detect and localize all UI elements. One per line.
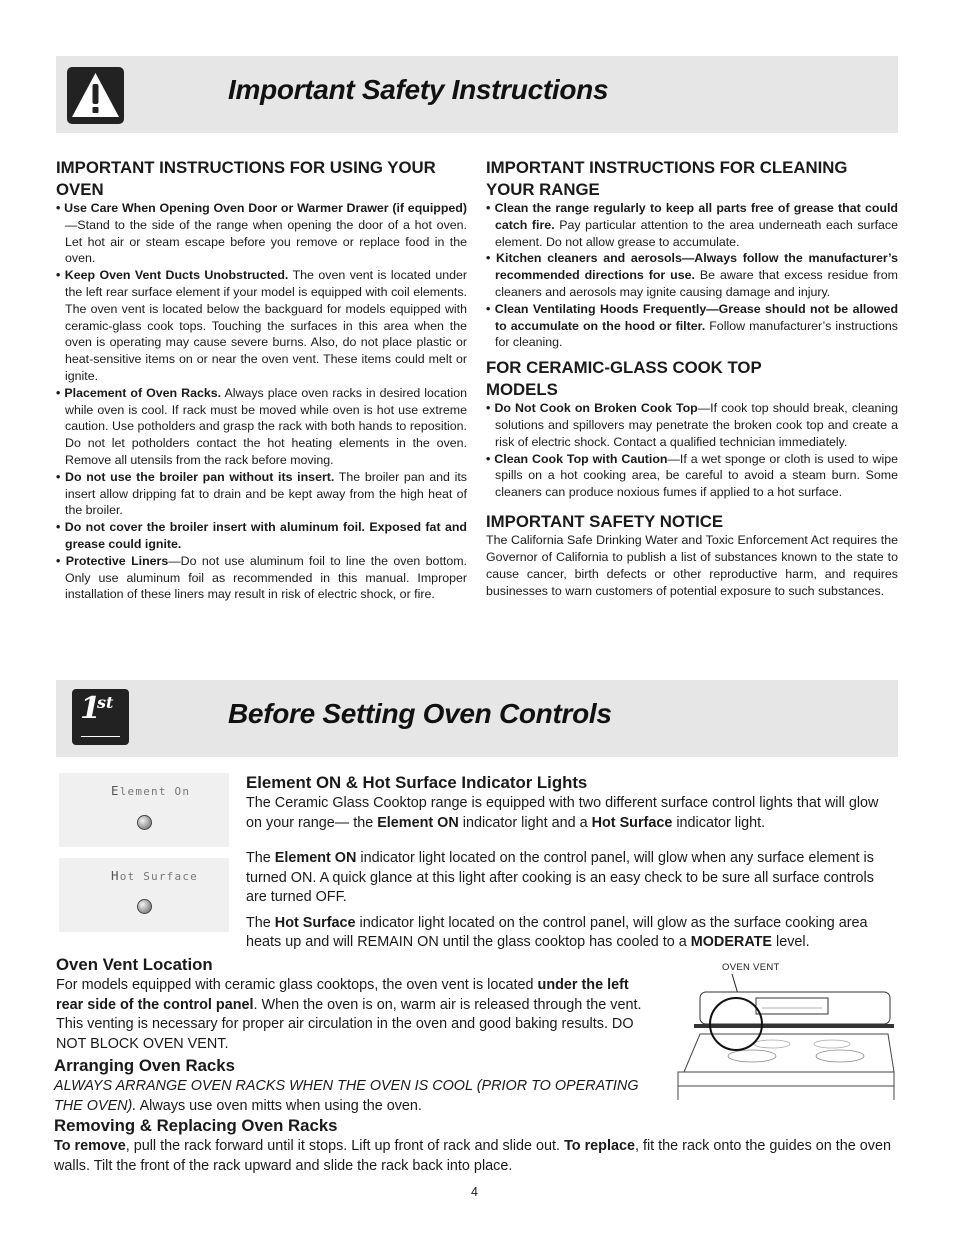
- range-illustration: [672, 960, 896, 1100]
- list-item: • Kitchen cleaners and aerosols—Always follow the manufacturer’s recommended directions for use. Be aware that excess residue from cleaners and aerosols may ignite causing damage and injury.: [486, 250, 898, 300]
- first-step-icon: 1 st: [72, 689, 129, 745]
- oven-vent-text: For models equipped with ceramic glass cooktops, the oven vent is located under the left rear side of the control panel. When the oven is on, warm air is released through the vent. This venting is necessary for proper air circulation in the oven and good baking results. DO NOT BLOCK OVEN VENT.: [56, 977, 642, 1052]
- arranging-racks-text: ALWAYS ARRANGE OVEN RACKS WHEN THE OVEN IS COOL (PRIOR TO OPERATING THE OVEN). Always use oven mitts when using the oven.: [54, 1078, 639, 1114]
- list-item: • Clean Ventilating Hoods Frequently—Grease should not be allowed to accumulate on the hood or filter. Follow manufacturer’s instructions for cleaning.: [486, 301, 898, 351]
- element-on-panel: [59, 773, 229, 847]
- removing-racks-section: [54, 1115, 900, 1176]
- list-item: • Do not use the broiler pan without its insert. The broiler pan and its insert allow dripping fat to drain and be kept away from the high heat of the broiler.: [56, 469, 467, 519]
- arranging-racks-heading: Arranging Oven Racks: [54, 1056, 235, 1075]
- oven-vent-heading: Oven Vent Location: [56, 955, 213, 974]
- arranging-racks-section: [54, 1055, 654, 1116]
- safety-notice-text: The California Safe Drinking Water and Toxic Enforcement Act requires the Governor of California to publish a list of substances known to the state to cause cancer, birth defects or other reproductive harm, and requires businesses to warn customers of potential exposure to such substances.: [486, 533, 898, 598]
- removing-racks-heading: Removing & Replacing Oven Racks: [54, 1116, 338, 1135]
- page-number: 4: [471, 1185, 478, 1199]
- indicator-paragraph-2: The Element ON indicator light located on the control panel, will glow when any surface element is turned ON. A quick glance at this light after cooking is an easy check to be sure all surface controls are turned OFF.: [246, 850, 874, 905]
- indicator-heading: Element ON & Hot Surface Indicator Lights: [246, 773, 588, 792]
- heading-ceramic: FOR CERAMIC-GLASS COOK TOP MODELS: [486, 358, 762, 399]
- indicator-section: [246, 772, 898, 953]
- indicator-paragraph-3: The Hot Surface indicator light located on the control panel, will glow as the surface cooking area heats up and will REMAIN ON until the glass cooktop has cooled to a MODERATE level.: [246, 914, 868, 950]
- element-on-light: [137, 815, 152, 830]
- heading-safety-notice: IMPORTANT SAFETY NOTICE: [486, 511, 724, 531]
- list-item: • Protective Liners—Do not use aluminum foil to line the oven bottom. Only use aluminum foil as recommended in this manual. Improper installation of these liners may result in risk of electric shock, or fire.: [56, 553, 467, 603]
- oven-vent-section: [56, 954, 652, 1054]
- left-column: [56, 157, 467, 603]
- list-item: • Clean Cook Top with Caution—If a wet sponge or cloth is used to wipe spills on a hot cooking area, be careful to avoid a steam burn. Some cleaners can produce noxious fumes if applied to a hot surface.: [486, 451, 898, 501]
- heading-using-oven: IMPORTANT INSTRUCTIONS FOR USING YOUR OVEN: [56, 158, 436, 199]
- warning-icon: [67, 67, 124, 124]
- heading-cleaning: IMPORTANT INSTRUCTIONS FOR CLEANING YOUR RANGE: [486, 158, 848, 199]
- section-title-controls: Before Setting Oven Controls: [228, 698, 612, 729]
- list-item: • Use Care When Opening Oven Door or Warmer Drawer (if equipped)—Stand to the side of the range when opening the door of a hot oven. Let hot air or steam escape before you remove or replace food in the oven.: [56, 200, 467, 267]
- cleaning-list: [486, 200, 898, 351]
- list-item: • Keep Oven Vent Ducts Unobstructed. The oven vent is located under the left rear surface element if your model is equipped with coil elements. The oven vent is located below the backguard for models equipped with ceramic-glass cook tops. Touching the surfaces in this area when the oven is operating may cause severe burns. Also, do not place plastic or heat-sensitive items on or near the oven vent. These items could melt or ignite.: [56, 267, 467, 385]
- list-item: • Do Not Cook on Broken Cook Top—If cook top should break, cleaning solutions and spillovers may penetrate the broken cook top and create a risk of electric shock. Contact a qualified technician immediately.: [486, 400, 898, 450]
- hot-surface-light: [137, 899, 152, 914]
- list-item: • Placement of Oven Racks. Always place oven racks in desired location while oven is cool. If rack must be moved while oven is hot use extreme caution. Use potholders and grasp the rack with both hands to reposition. Do not let potholders contact the hot heating elements in the oven. Remove all utensils from the rack before moving.: [56, 385, 467, 469]
- section-title-safety: Important Safety Instructions: [228, 74, 609, 105]
- list-item: • Do not cover the broiler insert with aluminum foil. Exposed fat and grease could ignite.: [56, 519, 467, 553]
- hot-surface-panel: [59, 858, 229, 932]
- list-item: • Clean the range regularly to keep all parts free of grease that could catch fire. Pay particular attention to the area underneath each surface element. Do not allow grease to accumulate.: [486, 200, 898, 250]
- right-column: [486, 157, 898, 600]
- hot-surface-label: Hot Surface: [111, 868, 198, 883]
- oven-vent-figure-label: OVEN VENT: [722, 962, 780, 973]
- oven-vent-figure: [672, 960, 896, 1100]
- indicator-paragraph-1: The Ceramic Glass Cooktop range is equipped with two different surface control lights that will glow on your range— the Element ON indicator light and a Hot Surface indicator light.: [246, 795, 879, 831]
- removing-racks-text: To remove, pull the rack forward until it stops. Lift up front of rack and slide out. To replace, fit the rack onto the guides on the oven walls. Tilt the front of the rack upward and slide the rack back into place.: [54, 1138, 891, 1174]
- ceramic-list: [486, 400, 898, 501]
- element-on-label: Element On: [111, 783, 191, 798]
- using-oven-list: [56, 200, 467, 603]
